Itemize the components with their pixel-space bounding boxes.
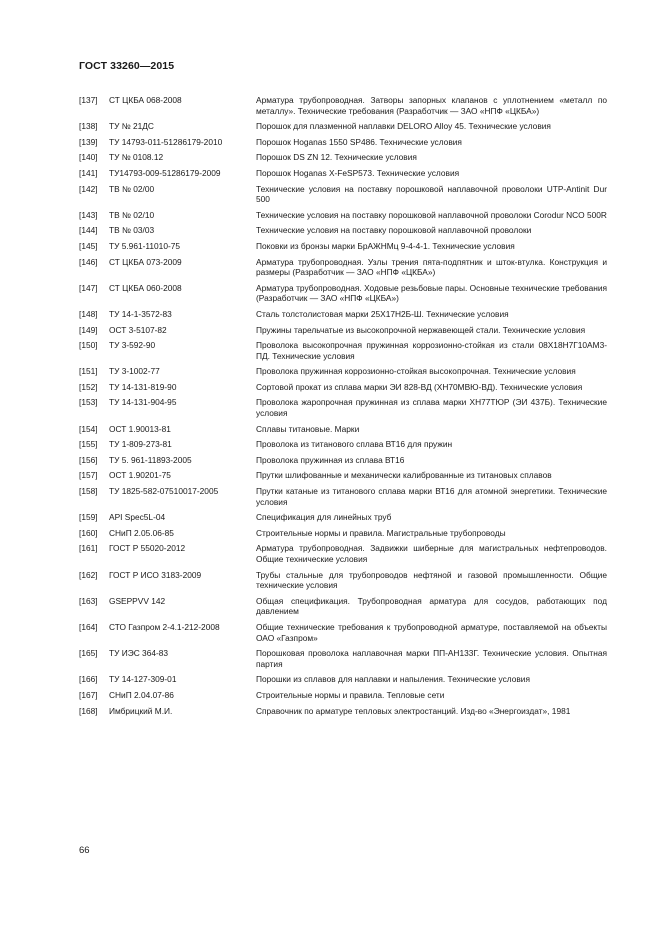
- reference-description: Спецификация для линейных труб: [256, 512, 392, 523]
- reference-code: ТУ 5. 961-11893-2005: [109, 454, 192, 465]
- reference-number: [146]: [79, 256, 98, 267]
- reference-code: ТУ 3-1002-77: [109, 366, 160, 377]
- reference-code: ТУ ИЭС 364-83: [109, 648, 169, 659]
- reference-description: Порошки из сплавов для наплавки и напыления. Технические условия: [256, 674, 530, 685]
- reference-code: СТ ЦКБА 060-2008: [109, 282, 182, 293]
- reference-code: ОСТ 1.90013-81: [109, 423, 171, 434]
- reference-item: [79, 121, 607, 132]
- reference-number: [141]: [79, 167, 98, 178]
- reference-code: СТ ЦКБА 068-2008: [109, 95, 182, 105]
- reference-number: [153]: [79, 397, 98, 408]
- reference-item: [79, 309, 607, 320]
- reference-number: [158]: [79, 486, 98, 497]
- reference-item: [79, 168, 607, 179]
- reference-item: [79, 706, 607, 717]
- reference-number: [166]: [79, 674, 98, 685]
- reference-description: Общие технические требования к трубопроводной арматуре, поставляемой на объекты ОАО «Газпром»: [256, 621, 607, 643]
- reference-number: [164]: [79, 621, 98, 632]
- reference-code: Имбрицкий М.И.: [109, 705, 173, 716]
- reference-code: ТУ 14-131-904-95: [109, 397, 177, 408]
- reference-description: Проволока пружинная коррозионно-стойкая высокопрочная. Технические условия: [256, 366, 576, 377]
- reference-code: ТУ 1-809-273-81: [109, 439, 172, 450]
- reference-description: Порошок Hoganas X-FeSP573. Технические условия: [256, 167, 460, 178]
- reference-description: Общая спецификация. Трубопроводная арматура для сосудов, работающих под давлением: [256, 595, 607, 617]
- reference-description: Строительные нормы и правила. Тепловые сети: [256, 689, 445, 700]
- reference-item: [79, 622, 607, 643]
- reference-description: Пружины тарельчатые из высокопрочной нержавеющей стали. Технические условия: [256, 324, 586, 335]
- reference-number: [154]: [79, 423, 98, 434]
- reference-description: Сплавы титановые. Марки: [256, 423, 360, 434]
- reference-number: [137]: [79, 95, 98, 105]
- reference-code: ОСТ 3-5107-82: [109, 324, 167, 335]
- reference-description: Сортовой прокат из сплава марки ЭИ 828-ВД (ХН70МВЮ-ВД). Технические условия: [256, 381, 583, 392]
- reference-code: ТВ № 02/10: [109, 209, 155, 220]
- reference-code: ТУ 1825-582-07510017-2005: [109, 486, 219, 497]
- reference-number: [149]: [79, 324, 98, 335]
- reference-description: Проволока высокопрочная пружинная коррозионно-стойкая из стали 08Х18Н7Г10АМ3-ПД. Технические условия: [256, 340, 607, 361]
- reference-item: [79, 137, 607, 148]
- reference-code: ТВ № 02/00: [109, 183, 155, 194]
- reference-description: Сталь толстолистовая марки 25Х17Н2Б-Ш. Технические условия: [256, 308, 509, 319]
- reference-description: Технические условия на поставку порошковой наплавочной проволоки Corodur NCO 500R: [256, 209, 607, 220]
- reference-item: [79, 225, 607, 236]
- reference-code: ТУ 5.961-11010-75: [109, 240, 181, 251]
- reference-number: [168]: [79, 705, 98, 716]
- reference-item: [79, 528, 607, 539]
- reference-code: СНиП 2.04.07-86: [109, 689, 174, 700]
- reference-code: ТУ № 0108.12: [109, 152, 164, 163]
- reference-code: ГОСТ Р ИСО 3183-2009: [109, 569, 202, 580]
- reference-code: ТУ 3-592-90: [109, 340, 156, 351]
- reference-item: [79, 397, 607, 418]
- document-header: ГОСТ 33260—2015: [79, 60, 175, 72]
- reference-item: [79, 596, 607, 617]
- reference-item: [79, 674, 607, 685]
- reference-number: [165]: [79, 648, 98, 659]
- reference-code: ОСТ 1.90201-75: [109, 470, 171, 481]
- reference-item: [79, 241, 607, 252]
- reference-number: [155]: [79, 439, 98, 450]
- reference-description: Порошок Hoganas 1550 SP486. Технические условия: [256, 136, 462, 147]
- reference-item: [79, 152, 607, 163]
- reference-description: Порошок DS ZN 12. Технические условия: [256, 152, 417, 163]
- reference-number: [148]: [79, 308, 98, 319]
- reference-description: Арматура трубопроводная. Ходовые резьбовые пары. Основные технические требования (Разработчик — ЗАО «НПФ «ЦКБА»): [256, 282, 607, 304]
- reference-number: [167]: [79, 689, 98, 700]
- reference-item: [79, 366, 607, 377]
- reference-number: [162]: [79, 569, 98, 580]
- reference-code: СТО Газпром 2-4.1-212-2008: [109, 621, 220, 632]
- reference-item: [79, 690, 607, 701]
- reference-number: [161]: [79, 543, 98, 554]
- reference-code: ТУ 14-131-819-90: [109, 381, 177, 392]
- reference-item: [79, 512, 607, 523]
- reference-number: [160]: [79, 527, 98, 538]
- reference-item: [79, 382, 607, 393]
- reference-number: [163]: [79, 595, 98, 606]
- reference-item: [79, 340, 607, 361]
- reference-number: [151]: [79, 366, 98, 377]
- reference-item: [79, 455, 607, 466]
- reference-item: [79, 439, 607, 450]
- reference-item: [79, 184, 607, 205]
- reference-item: [79, 257, 607, 278]
- reference-description: Проволока пружинная из сплава ВТ16: [256, 454, 405, 465]
- reference-code: ТУ 14793-011-51286179-2010: [109, 136, 223, 147]
- reference-number: [147]: [79, 282, 98, 293]
- reference-description: Арматура трубопроводная. Затворы запорных клапанов с уплотнением «металл по металлу». Технические требования (Разработчик — ЗАО «НПФ «ЦКБА»): [256, 95, 607, 116]
- reference-number: [150]: [79, 340, 98, 351]
- reference-list: [79, 95, 607, 721]
- reference-item: [79, 648, 607, 669]
- reference-description: Проволока жаропрочная пружинная из сплава марки ХН77ТЮР (ЭИ 437Б). Технические условия: [256, 397, 607, 419]
- reference-number: [139]: [79, 136, 98, 147]
- reference-description: Поковки из бронзы марки БрАЖНМц 9-4-4-1. Технические условия: [256, 240, 515, 251]
- reference-number: [144]: [79, 225, 98, 236]
- reference-description: Прутки катаные из титанового сплава марки ВТ16 для атомной энергетики. Технические условия: [256, 486, 607, 507]
- reference-description: Трубы стальные для трубопроводов нефтяной и газовой промышленности. Общие технические условия: [256, 569, 607, 591]
- reference-item: [79, 543, 607, 564]
- reference-code: GSEPPVV 142: [109, 595, 166, 606]
- reference-item: [79, 486, 607, 507]
- reference-code: СНиП 2.05.06-85: [109, 527, 174, 538]
- reference-number: [142]: [79, 183, 98, 194]
- reference-code: ТУ 14-1-3572-83: [109, 308, 172, 319]
- reference-description: Порошковая проволока наплавочная марки ПП-АН133Г. Технические условия. Опытная партия: [256, 648, 607, 669]
- reference-description: Арматура трубопроводная. Задвижки шиберные для магистральных нефтепроводов. Общие технические условия: [256, 543, 607, 564]
- reference-item: [79, 325, 607, 336]
- reference-item: [79, 570, 607, 591]
- reference-number: [157]: [79, 470, 98, 481]
- reference-description: Технические условия на поставку порошковой наплавочной проволоки: [256, 225, 532, 236]
- reference-number: [145]: [79, 240, 98, 251]
- reference-description: Строительные нормы и правила. Магистральные трубопроводы: [256, 527, 506, 538]
- reference-code: ТУ № 21ДС: [109, 121, 154, 132]
- reference-item: [79, 210, 607, 221]
- reference-item: [79, 424, 607, 435]
- reference-code: API Spec5L-04: [109, 512, 166, 523]
- reference-description: Порошок для плазменной наплавки DELORO Alloy 45. Технические условия: [256, 121, 551, 132]
- reference-code: СТ ЦКБА 073-2009: [109, 256, 182, 267]
- reference-number: [143]: [79, 209, 98, 220]
- reference-code: ТУ 14-127-309-01: [109, 674, 177, 685]
- reference-number: [138]: [79, 121, 98, 132]
- reference-number: [156]: [79, 454, 98, 465]
- reference-item: [79, 470, 607, 481]
- page-number: 66: [79, 845, 90, 856]
- reference-description: Арматура трубопроводная. Узлы трения пята-подпятник и шток-втулка. Конструкция и размеры (Разработчик — ЗАО «НПФ «ЦКБА»): [256, 256, 607, 278]
- reference-code: ТВ № 03/03: [109, 225, 155, 236]
- reference-code: ГОСТ Р 55020-2012: [109, 543, 186, 554]
- reference-description: Справочник по арматуре тепловых электростанций. Изд-во «Энергоиздат», 1981: [256, 705, 571, 716]
- reference-number: [140]: [79, 152, 98, 163]
- reference-description: Проволока из титанового сплава ВТ16 для пружин: [256, 439, 453, 450]
- reference-number: [159]: [79, 512, 98, 523]
- reference-code: ТУ14793-009-51286179-2009: [109, 167, 221, 178]
- reference-item: [79, 95, 607, 116]
- reference-item: [79, 283, 607, 304]
- reference-number: [152]: [79, 381, 98, 392]
- reference-description: Технические условия на поставку порошковой наплавочной проволоки UTP-Antinit Dur 500: [256, 183, 607, 205]
- reference-description: Прутки шлифованные и механически калиброванные из титановых сплавов: [256, 470, 552, 481]
